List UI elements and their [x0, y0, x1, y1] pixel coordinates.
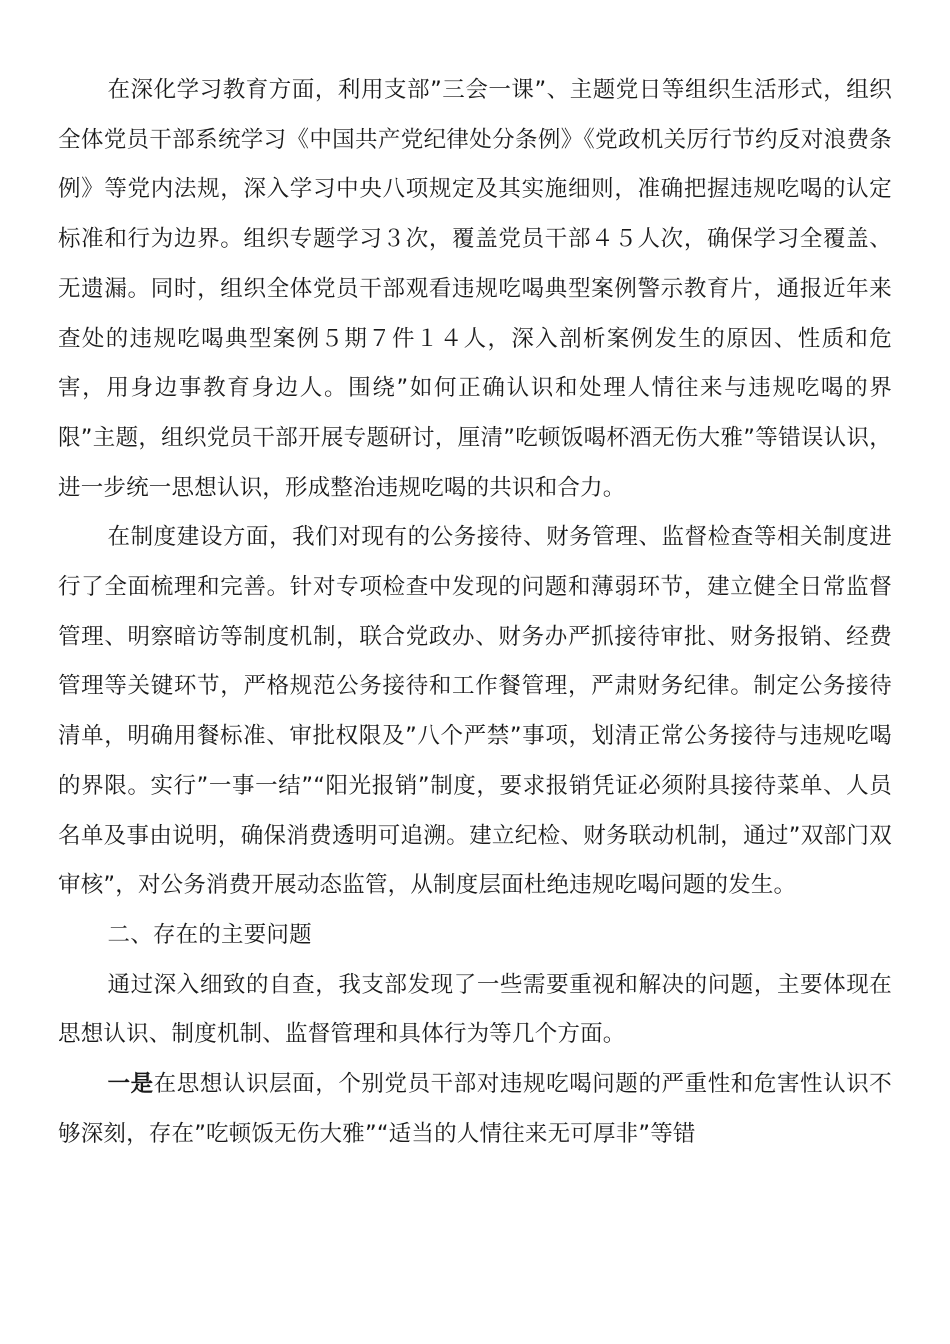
paragraph-problem-one-text: 在思想认识层面，个别党员干部对违规吃喝问题的严重性和危害性认识不够深刻，存在”吃顿饭无伤大雅”“适当的人情往来无可厚非”等错	[58, 1071, 892, 1147]
paragraph-system-building: 在制度建设方面，我们对现有的公务接待、财务管理、监督检查等相关制度进行了全面梳理和完善。针对专项检查中发现的问题和薄弱环节，建立健全日常监督管理、明察暗访等制度机制，联合党政办、财务办严抓接待审批、财务报销、经费管理等关键环节，严格规范公务接待和工作餐管理，严肃财务纪律。制定公务接待清单，明确用餐标准、审批权限及”八个严禁”事项，划清正常公务接待与违规吃喝的界限。实行”一事一结”“阳光报销”制度，要求报销凭证必须附具接待菜单、人员名单及事由说明，确保消费透明可追溯。建立纪检、财务联动机制，通过”双部门双审核”，对公务消费开展动态监管，从制度层面杜绝违规吃喝问题的发生。	[58, 524, 892, 899]
paragraph-self-check-intro: 通过深入细致的自查，我支部发现了一些需要重视和解决的问题，主要体现在思想认识、制度机制、监督管理和具体行为等几个方面。	[58, 971, 892, 1048]
document-page	[58, 66, 892, 1159]
paragraph-study-education: 在深化学习教育方面，利用支部”三会一课”、主题党日等组织生活形式，组织全体党员干部系统学习《中国共产党纪律处分条例》《党政机关厉行节约反对浪费条例》等党内法规，深入学习中央八项规定及其实施细则，准确把握违规吃喝的认定标准和行为边界。组织专题学习３次，覆盖党员干部４５人次，确保学习全覆盖、无遗漏。同时，组织全体党员干部观看违规吃喝典型案例警示教育片，通报近年来查处的违规吃喝典型案例５期７件１４人，深入剖析案例发生的原因、性质和危害，用身边事教育身边人。围绕”如何正确认识和处理人情往来与违规吃喝的界限”主题，组织党员干部开展专题研讨，厘清”吃顿饭喝杯酒无伤大雅”等错误认识，进一步统一思想认识，形成整治违规吃喝的共识和合力。	[58, 77, 892, 501]
paragraph-problem-one	[58, 1060, 892, 1159]
lead-label-first: 一是	[107, 1071, 154, 1098]
section-heading-main-problems: 二、存在的主要问题	[107, 921, 312, 948]
